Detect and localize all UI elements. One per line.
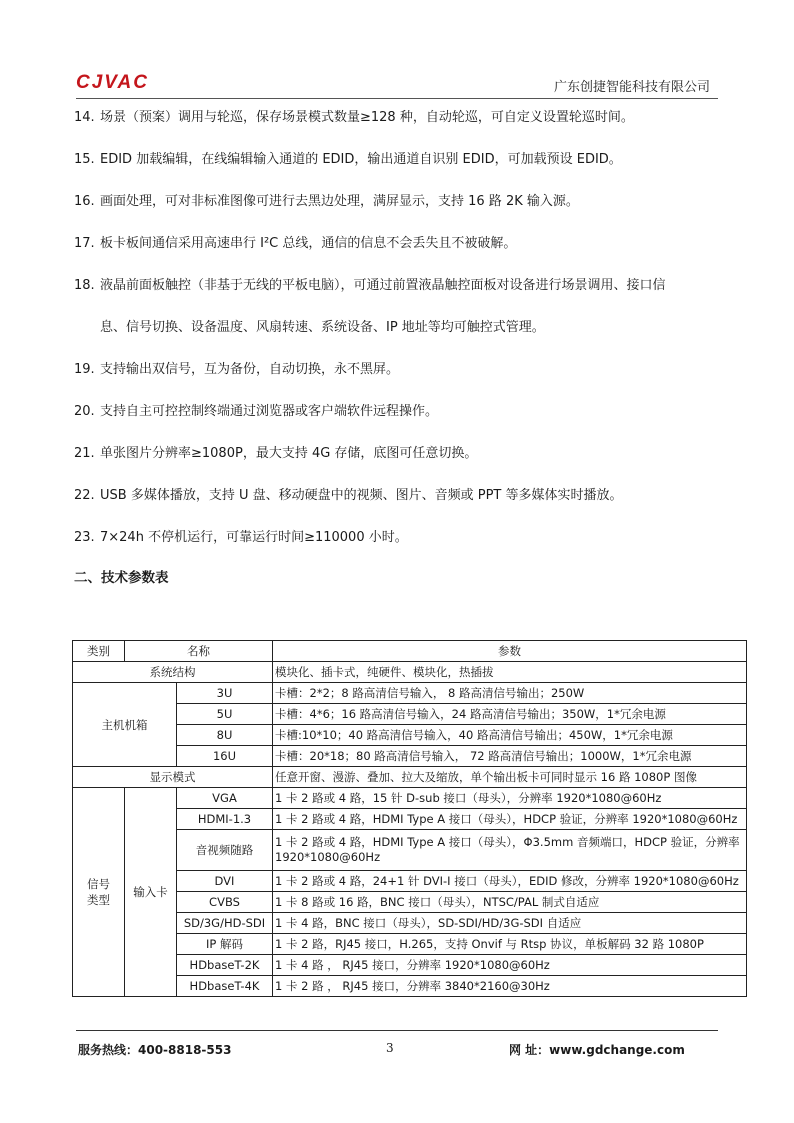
list-item-text: 场景（预案）调用与轮巡，保存场景模式数量≥128 种，自动轮巡，可自定义设置轮巡时间。 (100, 110, 634, 125)
list-item-text: 支持自主可控控制终端通过浏览器或客户端软件远程操作。 (100, 404, 439, 419)
list-item-number: 15. (74, 152, 95, 167)
header-name: 名称 (125, 641, 273, 662)
signal-value: 1 卡 2 路，RJ45 接口，H.265，支持 Onvif 与 Rtsp 协议，单板解码 32 路 1080P (273, 934, 747, 955)
signal-name: SD/3G/HD-SDI (177, 913, 273, 934)
signal-value: 1 卡 2 路或 4 路，HDMI Type A 接口（母头），HDCP 验证，分辨率 1920*1080@60Hz (273, 809, 747, 830)
signal-name: CVBS (177, 892, 273, 913)
footer-divider (76, 1030, 718, 1031)
table-header-row (73, 641, 747, 662)
table-row (73, 683, 747, 704)
list-item-text: USB 多媒体播放，支持 U 盘、移动硬盘中的视频、图片、音频或 PPT 等多媒体实时播放。 (100, 488, 623, 503)
list-item (74, 234, 516, 254)
header-divider (76, 98, 718, 99)
system-structure-label: 系统结构 (73, 662, 273, 683)
list-item-number: 19. (74, 362, 95, 377)
list-item-number: 20. (74, 404, 95, 419)
list-item (74, 486, 622, 506)
chassis-name: 8U (177, 725, 273, 746)
list-item-continuation (74, 318, 545, 338)
list-item-text: 息、信号切换、设备温度、风扇转速、系统设备、IP 地址等均可触控式管理。 (100, 320, 545, 335)
company-logo: CJVAC (76, 72, 149, 93)
display-mode-label: 显示模式 (73, 767, 273, 788)
signal-value: 1 卡 2 路或 4 路，HDMI Type A 接口（母头），Φ3.5mm 音频端口，HDCP 验证，分辨率 1920*1080@60Hz (273, 830, 747, 871)
list-item (74, 528, 408, 548)
chassis-value: 卡槽:10*10；40 路高清信号输入，40 路高清信号输出；450W，1*冗余电源 (273, 725, 747, 746)
chassis-value: 卡槽：20*18；80 路高清信号输入， 72 路高清信号输出；1000W，1*冗余电源 (273, 746, 747, 767)
list-item-text: EDID 加载编辑，在线编辑输入通道的 EDID，输出通道自识别 EDID，可加载预设 EDID。 (100, 152, 622, 167)
list-item-number: 17. (74, 236, 95, 251)
table-row (73, 788, 747, 809)
page-number: 3 (386, 1041, 394, 1055)
list-item-text: 单张图片分辨率≥1080P，最大支持 4G 存储，底图可任意切换。 (100, 446, 478, 461)
signal-name: DVI (177, 871, 273, 892)
list-item-text: 液晶前面板触控（非基于无线的平板电脑），可通过前置液晶触控面板对设备进行场景调用、接口信 (100, 278, 666, 293)
system-structure-value: 模块化、插卡式，纯硬件、模块化，热插拔 (273, 662, 747, 683)
signal-value: 1 卡 2 路 ， RJ45 接口，分辨率 3840*2160@30Hz (273, 976, 747, 997)
list-item (74, 276, 666, 296)
signal-value: 1 卡 4 路 ， RJ45 接口，分辨率 1920*1080@60Hz (273, 955, 747, 976)
display-mode-value: 任意开窗、漫游、叠加、拉大及缩放，单个输出板卡可同时显示 16 路 1080P 图像 (273, 767, 747, 788)
signal-value: 1 卡 2 路或 4 路，24+1 针 DVI-I 接口（母头），EDID 修改，分辨率 1920*1080@60Hz (273, 871, 747, 892)
chassis-value: 卡槽：2*2；8 路高清信号输入， 8 路高清信号输出；250W (273, 683, 747, 704)
list-item-text: 板卡板间通信采用高速串行 I²C 总线，通信的信息不会丢失且不被破解。 (100, 236, 517, 251)
company-name: 广东创捷智能科技有限公司 (553, 80, 710, 95)
table-row (73, 662, 747, 683)
list-item (74, 150, 622, 170)
chassis-name: 5U (177, 704, 273, 725)
section-title: 二、技术参数表 (74, 570, 169, 586)
list-item-text: 7×24h 不停机运行，可靠运行时间≥110000 小时。 (100, 530, 408, 545)
signal-type-line2: 类型 (87, 893, 110, 907)
service-hotline: 服务热线：400-8818-553 (78, 1043, 232, 1057)
chassis-value: 卡槽：4*6；16 路高清信号输入，24 路高清信号输出；350W，1*冗余电源 (273, 704, 747, 725)
spec-table (72, 640, 747, 997)
list-item (74, 360, 399, 380)
signal-name: IP 解码 (177, 934, 273, 955)
list-item (74, 192, 579, 212)
signal-type-label (73, 788, 125, 997)
chassis-label: 主机机箱 (73, 683, 177, 767)
list-item-number: 16. (74, 194, 95, 209)
chassis-name: 16U (177, 746, 273, 767)
list-item-text: 画面处理，可对非标准图像可进行去黑边处理，满屏显示，支持 16 路 2K 输入源。 (100, 194, 579, 209)
list-item (74, 402, 438, 422)
header-category: 类别 (73, 641, 125, 662)
list-item (74, 108, 634, 128)
signal-name: HDbaseT-2K (177, 955, 273, 976)
list-item-number: 21. (74, 446, 95, 461)
signal-type-line1: 信号 (87, 877, 110, 891)
input-card-label: 输入卡 (125, 788, 177, 997)
signal-value: 1 卡 2 路或 4 路，15 针 D-sub 接口（母头），分辨率 1920*1080@60Hz (273, 788, 747, 809)
signal-value: 1 卡 8 路或 16 路，BNC 接口（母头），NTSC/PAL 制式自适应 (273, 892, 747, 913)
list-item (74, 444, 477, 464)
header-params: 参数 (273, 641, 747, 662)
list-item-text: 支持输出双信号，互为备份，自动切换，永不黑屏。 (100, 362, 400, 377)
list-item-number: 18. (74, 278, 95, 293)
signal-name: VGA (177, 788, 273, 809)
table-row (73, 767, 747, 788)
chassis-name: 3U (177, 683, 273, 704)
list-item-number: 14. (74, 110, 95, 125)
signal-name: 音视频随路 (177, 830, 273, 871)
list-item-number: 23. (74, 530, 95, 545)
signal-name: HDMI-1.3 (177, 809, 273, 830)
signal-name: HDbaseT-4K (177, 976, 273, 997)
signal-value: 1 卡 4 路，BNC 接口（母头），SD-SDI/HD/3G-SDI 自适应 (273, 913, 747, 934)
website-link[interactable]: 网 址：www.gdchange.com (509, 1043, 685, 1057)
list-item-number: 22. (74, 488, 95, 503)
